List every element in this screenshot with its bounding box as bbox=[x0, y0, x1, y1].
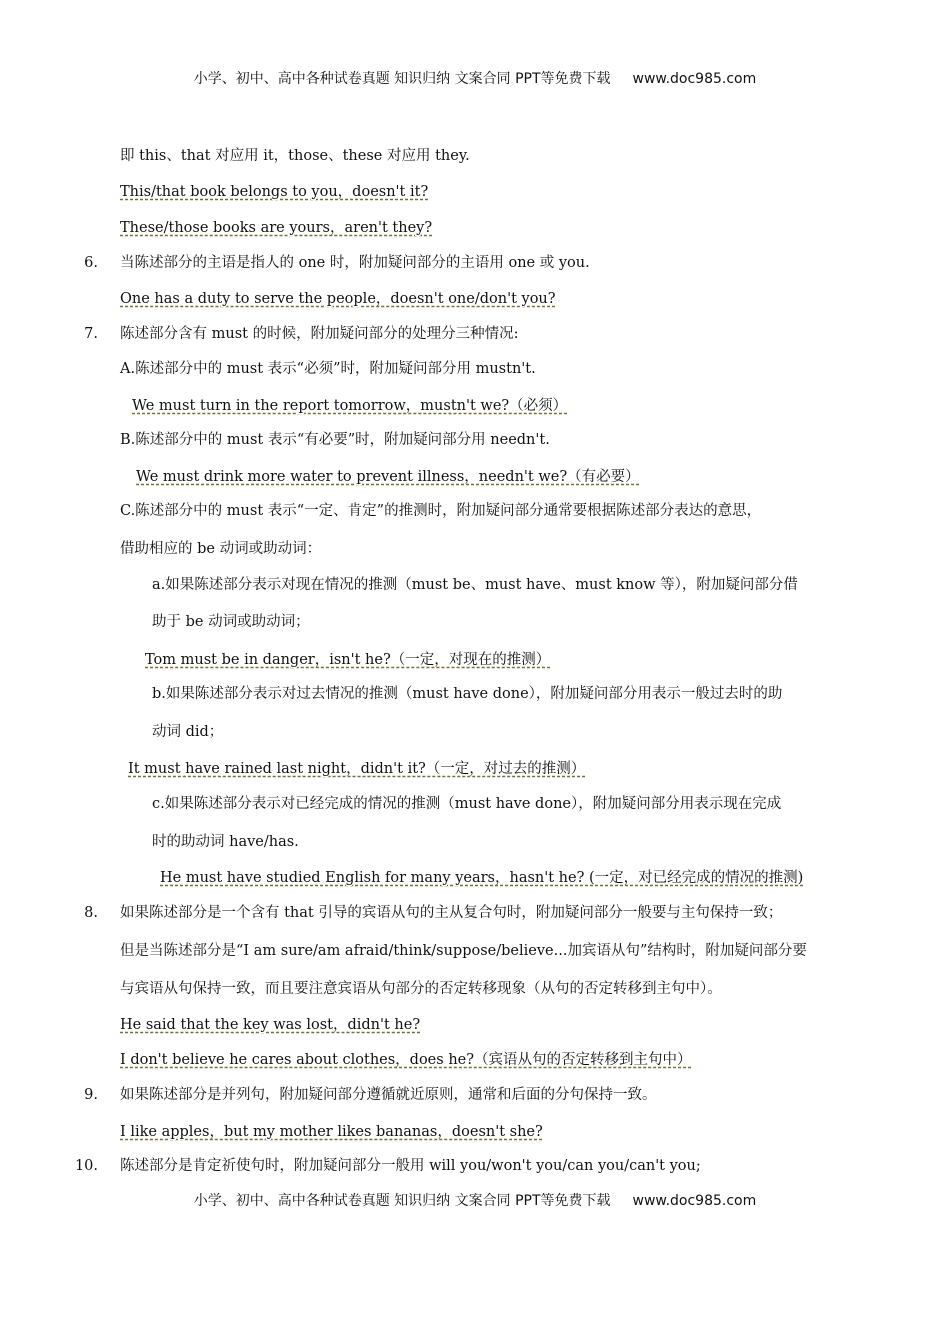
item-number: 9. bbox=[84, 1087, 98, 1103]
text-line: 当陈述部分的主语是指人的 one 时，附加疑问部分的主语用 one 或 you. bbox=[120, 255, 590, 271]
item-number: 6. bbox=[84, 255, 98, 271]
example-line: One has a duty to serve the people，doesn't one/don't you? bbox=[120, 291, 556, 307]
text-line: 如果陈述部分是一个含有 that 引导的宾语从句的主从复合句时，附加疑问部分一般要与主句保持一致； bbox=[120, 905, 783, 921]
example-line: He said that the key was lost，didn't he? bbox=[120, 1017, 421, 1033]
text-line: 助于 be 动词或助动词； bbox=[152, 614, 310, 630]
text-line: 与宾语从句保持一致，而且要注意宾语从句部分的否定转移现象（从句的否定转移到主句中）。 bbox=[120, 981, 722, 997]
text-line: A.陈述部分中的 must 表示“必须”时，附加疑问部分用 mustn't. bbox=[120, 361, 536, 377]
footer-site[interactable]: www.doc985.com bbox=[632, 1193, 757, 1209]
item-number: 10. bbox=[74, 1158, 98, 1174]
text-line: 即 this、that 对应用 it，those、these 对应用 they. bbox=[120, 148, 470, 164]
example-line: He must have studied English for many years，hasn't he? (一定，对已经完成的情况的推测) bbox=[160, 870, 804, 886]
page-header bbox=[0, 68, 950, 88]
footer-text: 小学、初中、高中各种试卷真题 知识归纳 文案合同 PPT等免费下载 bbox=[193, 1193, 611, 1209]
example-line: We must drink more water to prevent illness，needn't we?（有必要） bbox=[136, 469, 640, 485]
text-line: 借助相应的 be 动词或助动词： bbox=[120, 541, 322, 557]
text-line: 动词 did； bbox=[152, 724, 224, 740]
text-line: 但是当陈述部分是“I am sure/am afraid/think/suppose/believe...加宾语从句”结构时，附加疑问部分要 bbox=[120, 943, 807, 959]
page-footer bbox=[0, 1190, 950, 1210]
example-line: These/those books are yours，aren't they? bbox=[120, 220, 433, 236]
header-site[interactable]: www.doc985.com bbox=[632, 71, 757, 87]
text-line: C.陈述部分中的 must 表示“一定、肯定”的推测时，附加疑问部分通常要根据陈述部分表达的意思， bbox=[120, 503, 762, 519]
example-line: Tom must be in danger，isn't he?（一定，对现在的推测） bbox=[145, 652, 551, 668]
example-line: We must turn in the report tomorrow，mustn't we?（必须） bbox=[132, 398, 568, 414]
example-line: It must have rained last night，didn't it?（一定，对过去的推测） bbox=[128, 761, 586, 777]
item-number: 7. bbox=[84, 326, 98, 342]
example-line: I don't believe he cares about clothes，does he?（宾语从句的否定转移到主句中） bbox=[120, 1052, 692, 1068]
example-line: I like apples，but my mother likes bananas，doesn't she? bbox=[120, 1124, 543, 1140]
text-line: 陈述部分含有 must 的时候，附加疑问部分的处理分三种情况: bbox=[120, 326, 519, 342]
text-line: 陈述部分是肯定祈使句时，附加疑问部分一般用 will you/won't you/can you/can't you; bbox=[120, 1158, 701, 1174]
text-line: B.陈述部分中的 must 表示“有必要”时，附加疑问部分用 needn't. bbox=[120, 432, 550, 448]
text-line: 如果陈述部分是并列句，附加疑问部分遵循就近原则，通常和后面的分句保持一致。 bbox=[120, 1087, 657, 1103]
text-line: b.如果陈述部分表示对过去情况的推测（must have done），附加疑问部分用表示一般过去时的助 bbox=[152, 686, 783, 702]
item-number: 8. bbox=[84, 905, 98, 921]
text-line: 时的助动词 have/has. bbox=[152, 834, 299, 850]
header-text: 小学、初中、高中各种试卷真题 知识归纳 文案合同 PPT等免费下载 bbox=[193, 71, 611, 87]
example-line: This/that book belongs to you，doesn't it? bbox=[120, 184, 429, 200]
text-line: c.如果陈述部分表示对已经完成的情况的推测（must have done），附加疑问部分用表示现在完成 bbox=[152, 796, 782, 812]
text-line: a.如果陈述部分表示对现在情况的推测（must be、must have、must know 等），附加疑问部分借 bbox=[152, 577, 798, 593]
